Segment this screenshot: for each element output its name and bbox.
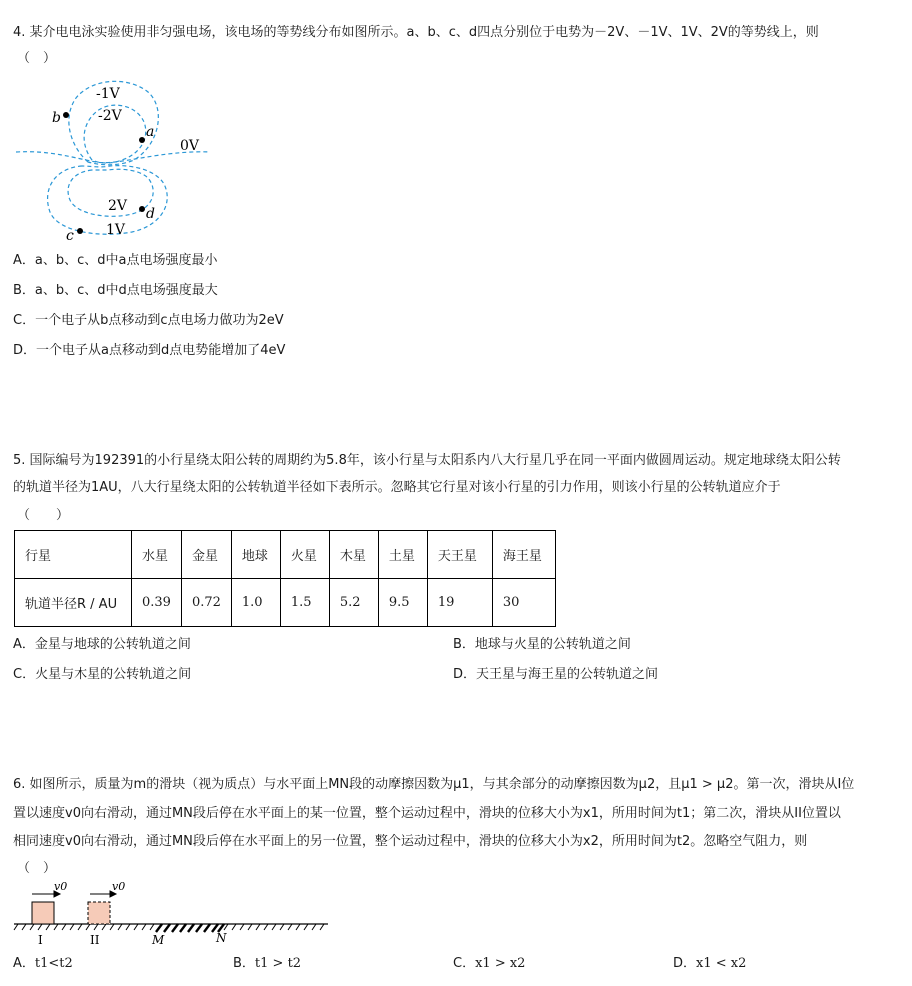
q4-option-c[interactable] bbox=[13, 312, 284, 329]
q4-point-c bbox=[77, 228, 83, 234]
q4-option-b-key: B． bbox=[13, 283, 35, 298]
planet-orbit-table bbox=[14, 530, 556, 627]
q5-option-c-text: 火星与木星的公转轨道之间 bbox=[35, 667, 192, 682]
q4-stem-line1: 4. 某介电电泳实验使用非匀强电场，该电场的等势线分布如图所示。a、b、c、d四点分别位于电势为－2V、－1V、1V、2V的等势线上，则 bbox=[13, 25, 819, 40]
q4-option-b-text: a、b、c、d中d点电场强度最大 bbox=[34, 283, 218, 298]
q5-option-a-key: A． bbox=[13, 637, 35, 652]
q4-label-m1: -1V bbox=[96, 86, 120, 102]
q6-stem-line1: 6. 如图所示，质量为m的滑块（视为质点）与水平面上MN段的动摩擦因数为μ1，与其余部分的动摩擦因数为μ2，且μ1 > μ2。第一次，滑块从I位 bbox=[13, 777, 855, 792]
q5-option-b-text: 地球与火星的公转轨道之间 bbox=[474, 637, 631, 652]
q4-point-b bbox=[63, 112, 69, 118]
table-header-row bbox=[15, 531, 556, 579]
q4-label-d: d bbox=[146, 206, 155, 222]
q5-option-d-text: 天王星与海王星的公转轨道之间 bbox=[476, 667, 659, 682]
q6-option-d[interactable] bbox=[673, 955, 746, 972]
q6-option-c[interactable] bbox=[453, 955, 525, 972]
q6-label-II: II bbox=[90, 933, 100, 947]
q6-label-v1: v0 bbox=[54, 880, 68, 893]
q6-option-c-key: C． bbox=[453, 956, 476, 971]
q4-option-c-text: 一个电子从b点移动到c点电场力做功为2eV bbox=[35, 313, 284, 328]
q5-option-d-key: D． bbox=[453, 667, 477, 682]
q4-option-d-text: 一个电子从a点移动到d点电势能增加了4eV bbox=[36, 343, 286, 358]
q4-label-m2: -2V bbox=[98, 108, 122, 124]
q5-option-a[interactable] bbox=[13, 636, 191, 653]
q5-option-c-key: C． bbox=[13, 667, 36, 682]
q5-stem-line2: 的轨道半径为1AU，八大行星绕太阳的公转轨道半径如下表所示。忽略其它行星对该小行星的引力作用，则该小行星的公转轨道应介于 bbox=[13, 480, 781, 495]
q6-option-a[interactable] bbox=[13, 955, 73, 972]
table-header-cell: 木星 bbox=[329, 531, 378, 579]
q4-option-d[interactable] bbox=[13, 342, 285, 359]
q4-paren: （ ） bbox=[17, 51, 57, 66]
table-cell: 1.5 bbox=[280, 579, 329, 627]
q6-option-c-text: x1 > x2 bbox=[475, 956, 526, 971]
table-header-cell: 土星 bbox=[378, 531, 427, 579]
q6-label-N: N bbox=[216, 931, 227, 945]
q4-option-a[interactable] bbox=[13, 252, 218, 269]
q5-option-c[interactable] bbox=[13, 666, 191, 683]
q6-option-d-text: x1 < x2 bbox=[696, 956, 747, 971]
q5-option-b-key: B． bbox=[453, 637, 475, 652]
table-header-cell: 地球 bbox=[231, 531, 280, 579]
q6-label-v2: v0 bbox=[112, 880, 126, 893]
q4-label-p2: 2V bbox=[108, 198, 128, 214]
table-cell: 5.2 bbox=[329, 579, 378, 627]
q6-option-b-key: B． bbox=[233, 956, 255, 971]
q5-option-a-text: 金星与地球的公转轨道之间 bbox=[34, 637, 191, 652]
q4-label-c: c bbox=[66, 228, 74, 244]
table-header-cell: 海王星 bbox=[492, 531, 555, 579]
table-header-cell: 水星 bbox=[132, 531, 182, 579]
q4-label-p1: 1V bbox=[106, 222, 126, 238]
q6-option-b[interactable] bbox=[233, 955, 301, 972]
q4-point-d bbox=[139, 206, 145, 212]
q4-label-0v: 0V bbox=[180, 138, 200, 154]
q5-paren: （ ） bbox=[17, 508, 70, 523]
table-cell: 0.39 bbox=[132, 579, 182, 627]
q6-block-ii bbox=[88, 902, 110, 924]
q6-option-d-key: D． bbox=[673, 956, 697, 971]
q6-paren: （ ） bbox=[17, 861, 57, 876]
q6-option-b-text: t1 > t2 bbox=[254, 956, 302, 971]
q4-option-b[interactable] bbox=[13, 282, 218, 299]
table-header-cell: 行星 bbox=[15, 531, 132, 579]
table-cell: 19 bbox=[427, 579, 492, 627]
q4-option-a-text: a、b、c、d中a点电场强度最小 bbox=[34, 253, 218, 268]
table-header-cell: 天王星 bbox=[427, 531, 492, 579]
table-row bbox=[15, 579, 556, 627]
table-header-cell: 金星 bbox=[181, 531, 231, 579]
q4-option-a-key: A． bbox=[13, 253, 35, 268]
q4-option-c-key: C． bbox=[13, 313, 36, 328]
q6-slider-figure bbox=[10, 878, 340, 948]
q6-option-a-key: A． bbox=[13, 956, 35, 971]
table-header-cell: 火星 bbox=[280, 531, 329, 579]
q4-point-a bbox=[139, 137, 145, 143]
table-cell: 0.72 bbox=[181, 579, 231, 627]
table-cell: 9.5 bbox=[378, 579, 427, 627]
q6-block-i bbox=[32, 902, 54, 924]
table-cell: 1.0 bbox=[231, 579, 280, 627]
q6-label-M: M bbox=[152, 933, 165, 947]
q6-stem-line2: 置以速度v0向右滑动，通过MN段后停在水平面上的某一位置，整个运动过程中，滑块的位移大小为x1，所用时间为t1；第二次，滑块从II位置以 bbox=[13, 806, 841, 821]
q6-stem-line3: 相同速度v0向右滑动，通过MN段后停在水平面上的另一位置，整个运动过程中，滑块的位移大小为x2，所用时间为t2。忽略空气阻力，则 bbox=[13, 834, 808, 849]
q6-option-a-text: t1<t2 bbox=[34, 956, 73, 971]
table-row-label: 轨道半径R / AU bbox=[15, 579, 132, 627]
q4-option-d-key: D． bbox=[13, 343, 37, 358]
q5-option-b[interactable] bbox=[453, 636, 631, 653]
q4-equipotential-figure bbox=[10, 78, 210, 246]
q4-label-a: a bbox=[146, 124, 155, 140]
q5-option-d[interactable] bbox=[453, 666, 658, 683]
q6-label-I: I bbox=[38, 933, 43, 947]
table-cell: 30 bbox=[492, 579, 555, 627]
q4-label-b: b bbox=[52, 110, 61, 126]
q5-stem-line1: 5. 国际编号为192391的小行星绕太阳公转的周期约为5.8年，该小行星与太阳系内八大行星几乎在同一平面内做圆周运动。规定地球绕太阳公转 bbox=[13, 453, 841, 468]
